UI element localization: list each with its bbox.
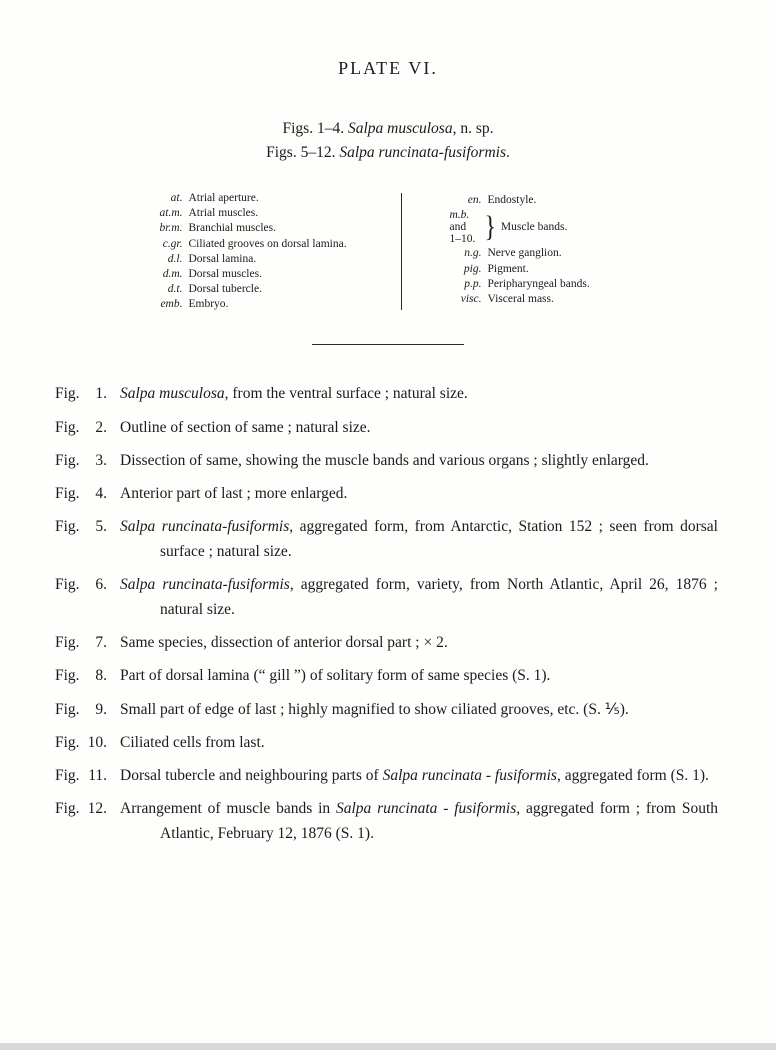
figure-entry (55, 663, 718, 688)
caption-text: Outline of section of same ; natural size. (120, 418, 371, 436)
figure-caption-list (55, 381, 718, 846)
legend-entry (438, 292, 676, 307)
figure-entry (55, 697, 718, 722)
figure-word: Fig. (55, 766, 80, 784)
figure-label (55, 448, 107, 473)
subtitle-line-1 (0, 117, 776, 141)
legend-entry (139, 297, 401, 312)
figure-entry (55, 514, 718, 564)
legend-entry (438, 193, 676, 208)
legend-entry (139, 252, 401, 267)
muscle-bands-brace-group (438, 209, 676, 245)
figure-label (55, 572, 107, 597)
caption-text: , aggregated form ; from South Atlantic, February 12, 1876 (S. 1). (160, 799, 718, 842)
figure-entry (55, 730, 718, 755)
figure-number: 9. (95, 700, 107, 718)
figure-caption (120, 697, 718, 722)
legend-entry (438, 277, 676, 292)
caption-text: Anterior part of last ; more enlarged. (120, 484, 348, 502)
figure-entry (55, 572, 718, 622)
species-name: Salpa musculosa (347, 120, 453, 137)
figure-number: 6. (95, 576, 107, 594)
figure-number: 5. (95, 517, 107, 535)
figure-word: Fig. (55, 451, 80, 469)
figure-entry (55, 796, 718, 846)
caption-text: Arrangement of muscle bands in (120, 799, 336, 817)
figure-word: Fig. (55, 634, 80, 652)
figure-number: 4. (95, 484, 107, 502)
species-name: Salpa runcinata - fusiformis (335, 799, 517, 817)
figure-label (55, 796, 107, 821)
figure-label (55, 730, 107, 755)
caption-text: , aggregated form, variety, from North Atlantic, April 26, 1876 ; natural size. (160, 576, 718, 619)
figure-label (55, 697, 107, 722)
figure-caption (120, 448, 718, 473)
legend-desc: Pigment. (487, 262, 529, 275)
legend-desc: Atrial muscles. (188, 207, 259, 220)
abbreviation-legend (0, 191, 776, 312)
subtitle-suffix: . (505, 144, 510, 162)
legend-desc: Muscle bands. (500, 220, 568, 233)
legend-abbr: at.m. (159, 207, 183, 220)
subtitle-suffix: , n. sp. (452, 120, 494, 137)
legend-entry (139, 206, 401, 221)
brace-abbr-line: m.b. (449, 209, 470, 222)
legend-abbr: visc. (460, 292, 482, 305)
figure-caption (120, 763, 718, 788)
legend-desc: Dorsal lamina. (188, 252, 257, 265)
legend-abbr: emb. (160, 298, 183, 311)
legend-abbr: d.l. (167, 252, 183, 265)
caption-text: Part of dorsal lamina (“ gill ”) of solitary form of same species (S. 1). (120, 667, 551, 685)
figure-number: 11. (88, 766, 107, 784)
legend-entry (139, 237, 401, 252)
subtitle-line-2 (0, 141, 776, 165)
caption-text: Ciliated cells from last. (120, 733, 265, 751)
figure-entry (55, 381, 718, 406)
species-name: Salpa runcinata-fusiformis (120, 517, 290, 535)
caption-text: Same species, dissection of anterior dorsal part ; × 2. (120, 634, 448, 652)
legend-abbr: n.g. (464, 247, 482, 260)
figure-number: 10. (87, 733, 107, 751)
figure-word: Fig. (55, 799, 80, 817)
caption-text: , from the ventral surface ; natural size. (224, 385, 468, 403)
scan-edge-artifact (0, 1043, 776, 1050)
figure-caption (120, 796, 718, 846)
figure-caption (120, 415, 718, 440)
legend-entry (139, 282, 401, 297)
figure-number: 12. (87, 799, 107, 817)
legend-desc: Embryo. (188, 298, 229, 311)
species-name: Salpa musculosa (120, 385, 225, 403)
figure-caption (120, 730, 718, 755)
species-name: Salpa runcinata - fusiformis (382, 766, 557, 784)
brace-icon: } (483, 210, 496, 244)
legend-abbr: en. (467, 194, 482, 207)
figure-entry (55, 763, 718, 788)
subtitle-prefix: Figs. 5–12. (266, 144, 340, 162)
figure-entry (55, 415, 718, 440)
subtitle-block (0, 117, 776, 165)
legend-desc: Visceral mass. (487, 292, 554, 305)
legend-right-bottom (438, 246, 676, 307)
legend-left-column (101, 191, 401, 312)
figure-number: 1. (95, 385, 107, 403)
legend-abbr: pig. (463, 262, 482, 275)
legend-desc: Dorsal tubercle. (188, 283, 262, 296)
page-title: PLATE VI. (338, 58, 438, 78)
subtitle-prefix: Figs. 1–4. (282, 120, 348, 137)
figure-entry (55, 448, 718, 473)
legend-desc: Nerve ganglion. (487, 247, 562, 260)
caption-text: Dorsal tubercle and neighbouring parts of (120, 766, 383, 784)
legend-entry (139, 221, 401, 236)
figure-entry (55, 481, 718, 506)
legend-desc: Branchial muscles. (188, 222, 277, 235)
figure-caption (120, 630, 718, 655)
caption-text: Dissection of same, showing the muscle bands and various organs ; slightly enlarged. (120, 451, 649, 469)
figure-word: Fig. (55, 484, 80, 502)
figure-label (55, 481, 107, 506)
figure-label (55, 630, 107, 655)
legend-abbr: d.t. (167, 283, 183, 296)
species-name: Salpa runcinata-fusiformis (120, 576, 290, 594)
figure-word: Fig. (55, 733, 80, 751)
figure-caption (120, 572, 718, 622)
caption-text: Small part of edge of last ; highly magnified to show ciliated grooves, etc. (S. ⅕). (120, 700, 629, 718)
legend-desc: Endostyle. (487, 194, 537, 207)
figure-caption (120, 514, 718, 564)
brace-abbr-line: and (449, 221, 467, 234)
figure-word: Fig. (55, 576, 80, 594)
legend-entry (438, 262, 676, 277)
legend-entry (438, 246, 676, 261)
figure-word: Fig. (55, 700, 80, 718)
brace-abbr-lines (438, 209, 482, 245)
legend-right-top (438, 193, 676, 208)
figure-word: Fig. (55, 418, 80, 436)
figure-word: Fig. (55, 385, 80, 403)
legend-desc: Peripharyngeal bands. (487, 277, 590, 290)
legend-right-column (402, 191, 676, 312)
figure-label (55, 415, 107, 440)
legend-entry (139, 267, 401, 282)
caption-text: , aggregated form, from Antarctic, Station 152 ; seen from dorsal surface ; natural size. (160, 517, 718, 560)
figure-caption (120, 481, 718, 506)
legend-abbr: at. (170, 192, 183, 205)
figure-word: Fig. (55, 667, 80, 685)
figure-label (55, 763, 107, 788)
figure-number: 3. (95, 451, 107, 469)
legend-desc: Ciliated grooves on dorsal lamina. (188, 237, 347, 250)
figure-number: 2. (95, 418, 107, 436)
horizontal-rule (312, 344, 464, 345)
legend-desc: Atrial aperture. (188, 192, 259, 205)
figure-label (55, 514, 107, 539)
legend-abbr: br.m. (159, 222, 183, 235)
figure-number: 8. (95, 667, 107, 685)
caption-text: , aggregated form (S. 1). (556, 766, 709, 784)
legend-desc: Dorsal muscles. (188, 267, 262, 280)
figure-word: Fig. (55, 517, 80, 535)
brace-abbr-line: 1–10. (449, 233, 476, 246)
legend-entry (139, 191, 401, 206)
figure-label (55, 381, 107, 406)
legend-abbr: d.m. (162, 267, 183, 280)
figure-entry (55, 630, 718, 655)
legend-abbr: c.gr. (162, 237, 183, 250)
figure-caption (120, 381, 718, 406)
figure-caption (120, 663, 718, 688)
legend-abbr: p.p. (464, 277, 482, 290)
species-name: Salpa runcinata-fusiformis (339, 144, 506, 162)
figure-label (55, 663, 107, 688)
figure-number: 7. (95, 634, 107, 652)
